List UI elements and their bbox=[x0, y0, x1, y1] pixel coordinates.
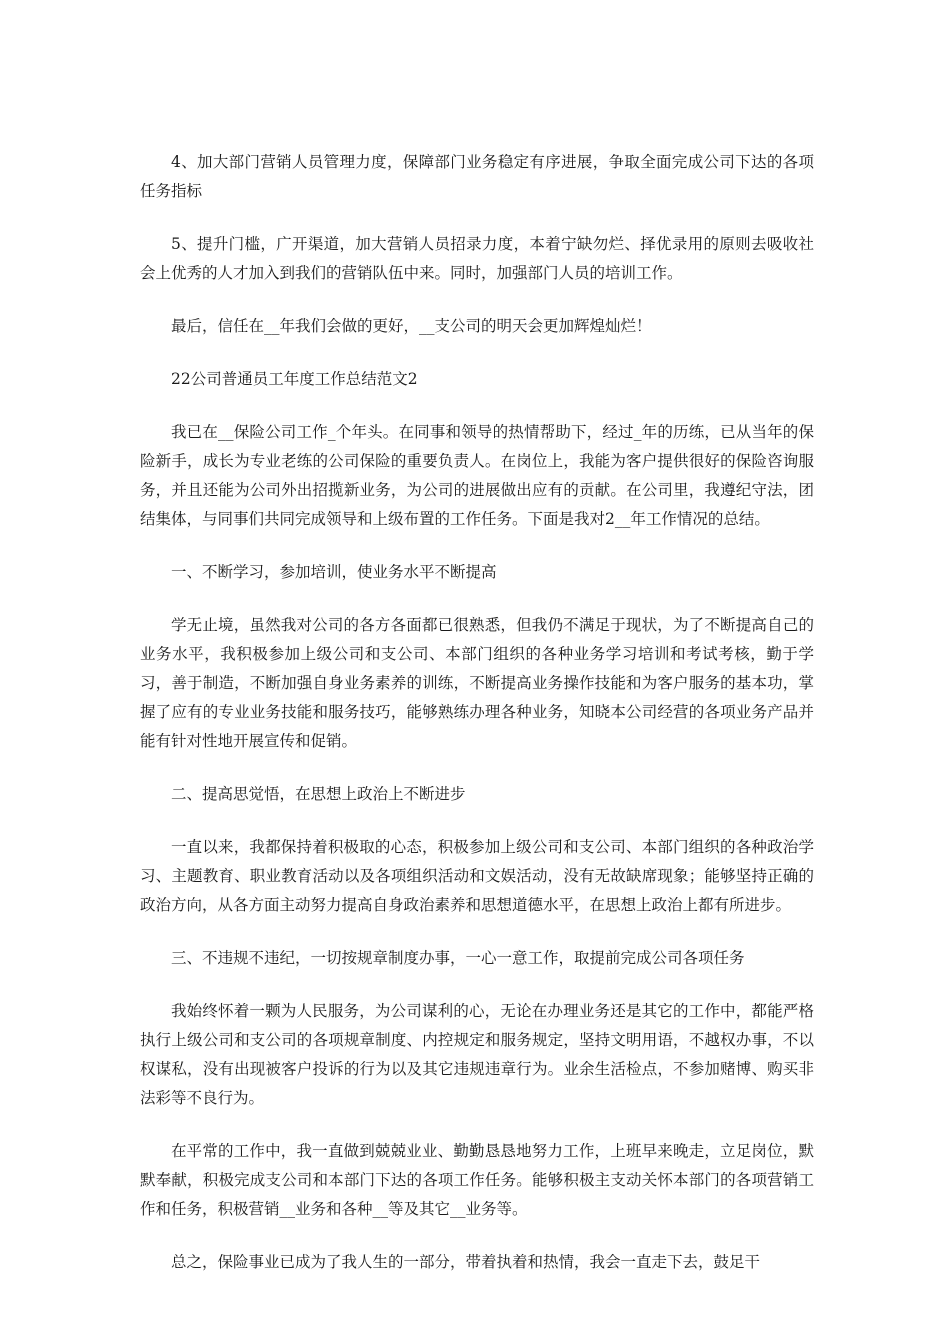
paragraph-learning: 学无止境，虽然我对公司的各方各面都已很熟悉，但我仍不满足于现状，为了不断提高自己的业务水平，我积极参加上级公司和支公司、本部门组织的各种业务学习培训和考试考核，勤于学习，善于制造，不断加强自身业务素养的训练，不断提高业务操作技能和为客户服务的基本功，掌握了应有的专业业务技能和服务技巧，能够熟练办理各种业务，知晓本公司经营的各项业务产品并能有针对性地开展宣传和促销。 bbox=[140, 616, 814, 750]
paragraph-item-4: 4、加大部门营销人员管理力度，保障部门业务稳定有序进展，争取全面完成公司下达的各项任务指标 bbox=[140, 153, 814, 200]
paragraph-intro: 我已在__保险公司工作_个年头。在同事和领导的热情帮助下，经过_年的历练，已从当年的保险新手，成长为专业老练的公司保险的重要负责人。在岗位上，我能为客户提供很好的保险咨询服务，并且还能为公司外出招揽新业务，为公司的进展做出应有的贡献。在公司里，我遵纪守法，团结集体，与同事们共同完成领导和上级布置的工作任务。下面是我对2__年工作情况的总结。 bbox=[140, 423, 814, 528]
paragraph-political: 一直以来，我都保持着积极取的心态，积极参加上级公司和支公司、本部门组织的各种政治学习、主题教育、职业教育活动以及各项组织活动和文娱活动，没有无故缺席现象；能够坚持正确的政治方向，从各方面主动努力提高自身政治素养和思想道德水平，在思想上政治上都有所进步。 bbox=[140, 838, 814, 914]
document-body bbox=[140, 148, 814, 1301]
paragraph-closing: 最后，信任在__年我们会做的更好，__支公司的明天会更加辉煌灿烂！ bbox=[171, 317, 652, 335]
paragraph-conclusion: 总之，保险事业已成为了我人生的一部分，带着执着和热情，我会一直走下去，鼓足干 bbox=[171, 1253, 761, 1271]
paragraph-item-5: 5、提升门槛，广开渠道，加大营销人员招录力度，本着宁缺勿烂、择优录用的原则去吸收社会上优秀的人才加入到我们的营销队伍中来。同时，加强部门人员的培训工作。 bbox=[140, 235, 814, 282]
heading-three: 三、不违规不违纪，一切按规章制度办事，一心一意工作，取提前完成公司各项任务 bbox=[171, 949, 745, 967]
paragraph-daily-work: 在平常的工作中，我一直做到兢兢业业、勤勤恳恳地努力工作，上班早来晚走，立足岗位，默默奉献，积极完成支公司和本部门下达的各项工作任务。能够积极主支动关怀本部门的各项营销工作和任务，积极营销__业务和各种__等及其它__业务等。 bbox=[140, 1142, 814, 1218]
section-title: 22公司普通员工年度工作总结范文2 bbox=[171, 370, 418, 388]
paragraph-discipline: 我始终怀着一颗为人民服务，为公司谋利的心，无论在办理业务还是其它的工作中，都能严格执行上级公司和支公司的各项规章制度、内控规定和服务规定，坚持文明用语，不越权办事，不以权谋私，没有出现被客户投诉的行为以及其它违规违章行为。业余生活检点，不参加赌博、购买非法彩等不良行为。 bbox=[140, 1002, 814, 1107]
heading-one: 一、不断学习，参加培训，使业务水平不断提高 bbox=[171, 563, 497, 581]
heading-two: 二、提高思觉悟，在思想上政治上不断进步 bbox=[171, 785, 466, 803]
